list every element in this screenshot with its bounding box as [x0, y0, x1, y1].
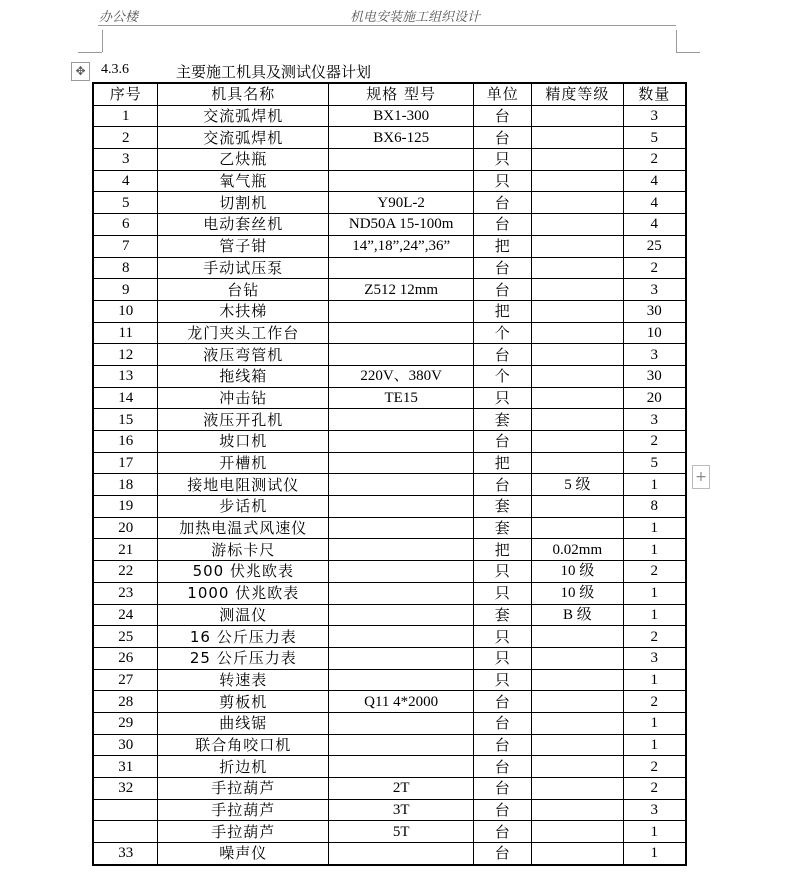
cell-grade — [532, 712, 623, 734]
cell-spec — [329, 517, 474, 539]
cell-index: 20 — [93, 517, 158, 539]
cell-qty: 1 — [623, 539, 686, 561]
cell-spec — [329, 843, 474, 865]
cell-grade: 5 级 — [532, 474, 623, 496]
table-row — [93, 734, 686, 756]
cell-qty: 30 — [623, 300, 686, 322]
cell-name: 液压弯管机 — [158, 344, 329, 366]
cell-grade — [532, 517, 623, 539]
table-row — [93, 127, 686, 149]
table-row — [93, 409, 686, 431]
margin-corner-left — [102, 30, 103, 52]
cell-spec: 3T — [329, 799, 474, 821]
cell-qty: 1 — [623, 712, 686, 734]
cell-qty: 2 — [623, 431, 686, 453]
cell-name: 剪板机 — [158, 691, 329, 713]
cell-grade: 0.02mm — [532, 539, 623, 561]
cell-name: 液压开孔机 — [158, 409, 329, 431]
cell-grade — [532, 105, 623, 127]
cell-qty: 10 — [623, 322, 686, 344]
cell-name: 转速表 — [158, 669, 329, 691]
col-header-spec: 规格 型号 — [329, 83, 474, 105]
cell-name: 游标卡尺 — [158, 539, 329, 561]
cell-spec — [329, 734, 474, 756]
table-row — [93, 821, 686, 843]
cell-unit: 台 — [474, 257, 532, 279]
cell-name: 坡口机 — [158, 431, 329, 453]
cell-index: 16 — [93, 431, 158, 453]
cell-index: 22 — [93, 561, 158, 583]
table-row — [93, 474, 686, 496]
table-row — [93, 214, 686, 236]
cell-name: 500 伏兆欧表 — [158, 561, 329, 583]
cell-grade — [532, 756, 623, 778]
table-row — [93, 647, 686, 669]
cell-spec — [329, 170, 474, 192]
cell-unit: 台 — [474, 712, 532, 734]
cell-index: 29 — [93, 712, 158, 734]
table-row — [93, 582, 686, 604]
cell-grade: B 级 — [532, 604, 623, 626]
cell-name: 台钻 — [158, 279, 329, 301]
cell-unit: 只 — [474, 170, 532, 192]
table-row — [93, 517, 686, 539]
col-header-unit: 单位 — [474, 83, 532, 105]
cell-name: 接地电阻测试仪 — [158, 474, 329, 496]
cell-qty: 5 — [623, 127, 686, 149]
table-row — [93, 257, 686, 279]
cell-grade — [532, 387, 623, 409]
cell-grade — [532, 669, 623, 691]
cell-index: 15 — [93, 409, 158, 431]
cell-index: 26 — [93, 647, 158, 669]
cell-grade — [532, 691, 623, 713]
cell-spec — [329, 452, 474, 474]
table-row — [93, 365, 686, 387]
header-left: 办公楼 — [99, 10, 139, 25]
cell-spec — [329, 647, 474, 669]
cell-index: 8 — [93, 257, 158, 279]
cell-unit: 只 — [474, 149, 532, 171]
cell-index: 25 — [93, 626, 158, 648]
cell-index: 7 — [93, 235, 158, 257]
cell-name: 乙炔瓶 — [158, 149, 329, 171]
cell-qty: 8 — [623, 496, 686, 518]
cell-name: 管子钳 — [158, 235, 329, 257]
cell-unit: 台 — [474, 756, 532, 778]
table-row — [93, 300, 686, 322]
table-row — [93, 322, 686, 344]
cell-spec: BX1-300 — [329, 105, 474, 127]
cell-name: 手拉葫芦 — [158, 821, 329, 843]
cell-unit: 只 — [474, 647, 532, 669]
cell-spec — [329, 561, 474, 583]
cell-name: 联合角咬口机 — [158, 734, 329, 756]
cell-grade — [532, 821, 623, 843]
table-row — [93, 452, 686, 474]
cell-unit: 把 — [474, 235, 532, 257]
cell-qty: 2 — [623, 626, 686, 648]
cell-index: 17 — [93, 452, 158, 474]
cell-qty: 2 — [623, 691, 686, 713]
margin-corner-right — [676, 30, 677, 52]
cell-qty: 3 — [623, 105, 686, 127]
cell-spec — [329, 344, 474, 366]
cell-qty: 1 — [623, 582, 686, 604]
cell-name: 开槽机 — [158, 452, 329, 474]
cell-unit: 台 — [474, 192, 532, 214]
cell-index: 2 — [93, 127, 158, 149]
cell-name: 冲击钻 — [158, 387, 329, 409]
cell-spec — [329, 669, 474, 691]
cell-unit: 台 — [474, 127, 532, 149]
cell-name: 电动套丝机 — [158, 214, 329, 236]
cell-grade — [532, 300, 623, 322]
cell-qty: 30 — [623, 365, 686, 387]
cell-qty: 3 — [623, 799, 686, 821]
cell-unit: 套 — [474, 496, 532, 518]
section-title: 主要施工机具及测试仪器计划 — [176, 63, 372, 81]
cell-name: 龙门夹头工作台 — [158, 322, 329, 344]
cell-unit: 台 — [474, 105, 532, 127]
cell-name: 1000 伏兆欧表 — [158, 582, 329, 604]
cell-index: 13 — [93, 365, 158, 387]
table-row — [93, 105, 686, 127]
cell-spec — [329, 409, 474, 431]
cell-spec — [329, 712, 474, 734]
table-row — [93, 344, 686, 366]
cell-grade — [532, 409, 623, 431]
equipment-table — [92, 82, 687, 866]
cell-name: 加热电温式风速仪 — [158, 517, 329, 539]
cell-grade — [532, 431, 623, 453]
table-row — [93, 279, 686, 301]
cell-name: 测温仪 — [158, 604, 329, 626]
cell-index: 19 — [93, 496, 158, 518]
cell-grade — [532, 192, 623, 214]
cell-grade — [532, 257, 623, 279]
cell-qty: 3 — [623, 279, 686, 301]
table-row — [93, 431, 686, 453]
cell-grade — [532, 127, 623, 149]
table-header-row — [93, 83, 686, 105]
cell-spec: ND50A 15-100m — [329, 214, 474, 236]
cell-grade — [532, 647, 623, 669]
cell-spec — [329, 756, 474, 778]
cell-unit: 个 — [474, 365, 532, 387]
cell-index — [93, 799, 158, 821]
cell-index: 27 — [93, 669, 158, 691]
table-row — [93, 691, 686, 713]
cell-qty: 1 — [623, 669, 686, 691]
cell-index: 31 — [93, 756, 158, 778]
cell-spec: TE15 — [329, 387, 474, 409]
cell-grade — [532, 214, 623, 236]
cell-unit: 台 — [474, 431, 532, 453]
cell-index: 14 — [93, 387, 158, 409]
cell-unit: 只 — [474, 387, 532, 409]
cell-spec: 5T — [329, 821, 474, 843]
table-row — [93, 669, 686, 691]
col-header-qty: 数量 — [623, 83, 686, 105]
cell-unit: 只 — [474, 582, 532, 604]
table-row — [93, 192, 686, 214]
cell-index: 28 — [93, 691, 158, 713]
table-row — [93, 170, 686, 192]
header-right: 机电安装施工组织设计 — [350, 10, 481, 25]
col-header-grade: 精度等级 — [532, 83, 623, 105]
cell-index: 10 — [93, 300, 158, 322]
cell-unit: 套 — [474, 517, 532, 539]
cell-unit: 只 — [474, 669, 532, 691]
col-header-index: 序号 — [93, 83, 158, 105]
cell-name: 交流弧焊机 — [158, 105, 329, 127]
table-row — [93, 712, 686, 734]
margin-corner-right-h — [676, 52, 700, 53]
cell-name: 木扶梯 — [158, 300, 329, 322]
cell-grade: 10 级 — [532, 561, 623, 583]
cell-qty: 2 — [623, 257, 686, 279]
cell-name: 曲线锯 — [158, 712, 329, 734]
cell-qty: 3 — [623, 409, 686, 431]
cell-index: 30 — [93, 734, 158, 756]
cell-grade — [532, 452, 623, 474]
cell-grade — [532, 365, 623, 387]
cell-qty: 1 — [623, 604, 686, 626]
cell-qty: 3 — [623, 647, 686, 669]
cell-name: 折边机 — [158, 756, 329, 778]
cell-unit: 只 — [474, 561, 532, 583]
cell-grade — [532, 170, 623, 192]
cell-spec — [329, 626, 474, 648]
cell-grade: 10 级 — [532, 582, 623, 604]
table-row — [93, 496, 686, 518]
cell-qty: 2 — [623, 778, 686, 800]
cell-spec: Q11 4*2000 — [329, 691, 474, 713]
header-rule — [98, 25, 676, 26]
cell-index: 33 — [93, 843, 158, 865]
cell-unit: 台 — [474, 799, 532, 821]
table-row — [93, 604, 686, 626]
cell-index: 32 — [93, 778, 158, 800]
cell-qty: 25 — [623, 235, 686, 257]
table-row — [93, 149, 686, 171]
cell-spec — [329, 257, 474, 279]
cell-qty: 4 — [623, 192, 686, 214]
cell-qty: 1 — [623, 821, 686, 843]
cell-index: 24 — [93, 604, 158, 626]
cell-spec — [329, 496, 474, 518]
cell-unit: 个 — [474, 322, 532, 344]
cell-unit: 台 — [474, 344, 532, 366]
cell-index: 6 — [93, 214, 158, 236]
cell-index: 12 — [93, 344, 158, 366]
cell-spec — [329, 474, 474, 496]
cell-grade — [532, 322, 623, 344]
table-row — [93, 843, 686, 865]
cell-name: 25 公斤压力表 — [158, 647, 329, 669]
cell-name: 拖线箱 — [158, 365, 329, 387]
cell-qty: 20 — [623, 387, 686, 409]
cell-spec — [329, 582, 474, 604]
cell-qty: 2 — [623, 561, 686, 583]
cell-index: 9 — [93, 279, 158, 301]
cell-grade — [532, 496, 623, 518]
cell-qty: 5 — [623, 452, 686, 474]
table-row — [93, 756, 686, 778]
cell-name: 手拉葫芦 — [158, 799, 329, 821]
cell-spec — [329, 604, 474, 626]
cell-grade — [532, 778, 623, 800]
cell-unit: 只 — [474, 626, 532, 648]
move-arrows-icon[interactable]: ✥ — [71, 62, 90, 81]
cell-name: 交流弧焊机 — [158, 127, 329, 149]
cell-spec — [329, 431, 474, 453]
cell-unit: 套 — [474, 604, 532, 626]
col-header-name: 机具名称 — [158, 83, 329, 105]
cell-unit: 台 — [474, 474, 532, 496]
cell-qty: 1 — [623, 734, 686, 756]
cell-spec: 2T — [329, 778, 474, 800]
cell-unit: 台 — [474, 691, 532, 713]
cell-unit: 把 — [474, 300, 532, 322]
cell-index: 21 — [93, 539, 158, 561]
cell-index: 11 — [93, 322, 158, 344]
table-row — [93, 799, 686, 821]
cell-spec: 14”,18”,24”,36” — [329, 235, 474, 257]
cell-unit: 台 — [474, 279, 532, 301]
cell-spec: BX6-125 — [329, 127, 474, 149]
cell-spec — [329, 539, 474, 561]
cell-unit: 台 — [474, 843, 532, 865]
cell-grade — [532, 626, 623, 648]
cell-spec: Y90L-2 — [329, 192, 474, 214]
cell-index: 18 — [93, 474, 158, 496]
cell-unit: 把 — [474, 539, 532, 561]
cell-grade — [532, 279, 623, 301]
table-row — [93, 626, 686, 648]
cell-spec — [329, 149, 474, 171]
cell-grade — [532, 149, 623, 171]
cell-name: 16 公斤压力表 — [158, 626, 329, 648]
cell-qty: 2 — [623, 149, 686, 171]
cell-qty: 4 — [623, 214, 686, 236]
cell-index: 1 — [93, 105, 158, 127]
cell-unit: 台 — [474, 821, 532, 843]
cell-qty: 4 — [623, 170, 686, 192]
cell-index: 4 — [93, 170, 158, 192]
cell-index — [93, 821, 158, 843]
cell-name: 手拉葫芦 — [158, 778, 329, 800]
table-row — [93, 387, 686, 409]
table-row — [93, 235, 686, 257]
table-row — [93, 561, 686, 583]
cell-grade — [532, 843, 623, 865]
cell-name: 氧气瓶 — [158, 170, 329, 192]
cell-unit: 台 — [474, 778, 532, 800]
table-row — [93, 539, 686, 561]
cell-grade — [532, 734, 623, 756]
cell-spec: Z512 12mm — [329, 279, 474, 301]
cell-name: 手动试压泵 — [158, 257, 329, 279]
cell-grade — [532, 799, 623, 821]
cell-grade — [532, 235, 623, 257]
cell-name: 步话机 — [158, 496, 329, 518]
cell-qty: 1 — [623, 474, 686, 496]
section-number: 4.3.6 — [101, 62, 129, 77]
cell-unit: 台 — [474, 734, 532, 756]
cell-name: 噪声仪 — [158, 843, 329, 865]
margin-corner-left-h — [78, 52, 102, 53]
cell-index: 23 — [93, 582, 158, 604]
cell-qty: 2 — [623, 756, 686, 778]
cell-qty: 3 — [623, 344, 686, 366]
cell-unit: 把 — [474, 452, 532, 474]
cell-spec: 220V、380V — [329, 365, 474, 387]
cell-unit: 台 — [474, 214, 532, 236]
cell-qty: 1 — [623, 843, 686, 865]
cell-spec — [329, 322, 474, 344]
table-row — [93, 778, 686, 800]
cell-spec — [329, 300, 474, 322]
cell-name: 切割机 — [158, 192, 329, 214]
cell-qty: 1 — [623, 517, 686, 539]
cell-index: 5 — [93, 192, 158, 214]
cell-index: 3 — [93, 149, 158, 171]
cell-unit: 套 — [474, 409, 532, 431]
plus-icon[interactable]: + — [692, 465, 710, 489]
cell-grade — [532, 344, 623, 366]
